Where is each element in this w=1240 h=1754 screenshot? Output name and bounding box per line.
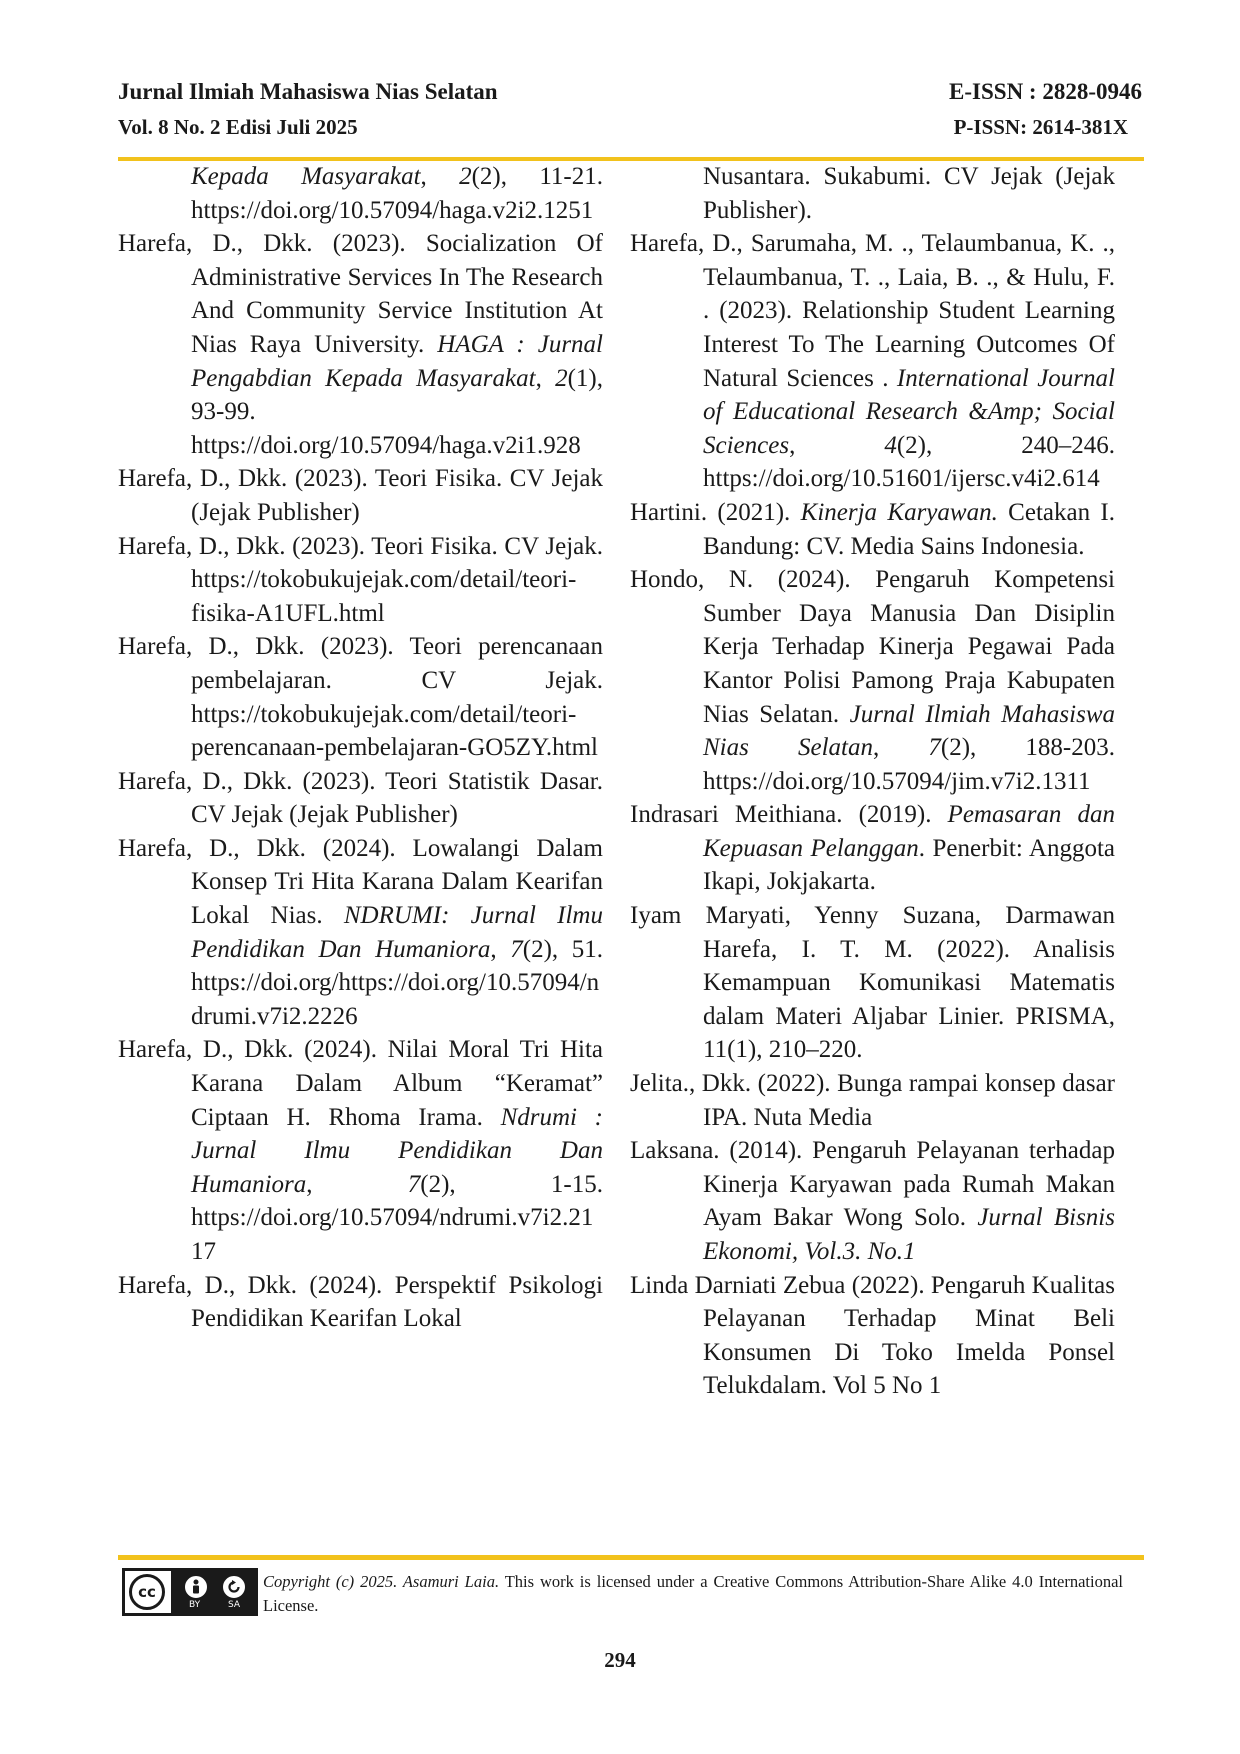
reference-entry bbox=[630, 1269, 1115, 1403]
journal-title: Jurnal Ilmiah Mahasiswa Nias Selatan bbox=[118, 79, 498, 104]
reference-text: Harefa, D., Dkk. (2024). Lowalangi Dalam Konsep Tri Hita Karana Dalam Kearifan Lokal Nias. bbox=[118, 834, 603, 930]
reference-italic-text: Jurnal Ilmiah Mahasiswa Nias Selatan bbox=[703, 700, 1115, 762]
reference-entry bbox=[630, 496, 1115, 563]
reference-italic-text: 7 bbox=[928, 734, 941, 762]
reference-text: . Penerbit: Anggota Ikapi, Jokjakarta. bbox=[703, 834, 1115, 896]
reference-entry bbox=[630, 798, 1115, 899]
reference-italic-text: 4 bbox=[884, 431, 897, 459]
person-icon bbox=[183, 1574, 209, 1600]
reference-text: Harefa, D., Dkk. (2023). Socialization Of Administrative Services In The Research And Community Service Institution At Nias Raya University. bbox=[118, 230, 603, 358]
journal-volume: Vol. 8 No. 2 Edisi Juli 2025 bbox=[118, 115, 358, 139]
reference-italic-text: International Journal of Educational Research &Amp; Social Sciences bbox=[703, 364, 1115, 459]
reference-entry bbox=[118, 1033, 603, 1268]
creative-commons-badge[interactable] bbox=[122, 1568, 258, 1616]
reference-text: Harefa, D., Sarumaha, M. ., Telaumbanua, K. ., Telaumbanua, T. ., Laia, B. ., & Hulu, F. . (2023). Relationship Student Learning Interest To The Learning Outcomes Of Natural Sciences . bbox=[630, 230, 1115, 392]
reference-text: , bbox=[420, 163, 460, 190]
reference-italic-text: NDRUMI: Jurnal Ilmu Pendidikan Dan Humaniora bbox=[191, 902, 603, 963]
reference-text: Hondo, N. (2024). Pengaruh Kompetensi Sumber Daya Manusia Dan Disiplin Kerja Terhadap Kinerja Pegawai Pada Kantor Polisi Pamong Praja Kabupaten Nias Selatan. bbox=[630, 566, 1115, 728]
e-issn: E-ISSN : 2828-0946 bbox=[949, 79, 1142, 104]
reference-italic-text: HAGA : Jurnal Pengabdian Kepada Masyarakat bbox=[191, 330, 603, 392]
reference-entry bbox=[630, 563, 1115, 798]
cc-sa-label: SA bbox=[228, 1600, 241, 1610]
reference-text: Cetakan I. Bandung: CV. Media Sains Indonesia. bbox=[703, 498, 1115, 560]
reference-text: , bbox=[789, 431, 885, 459]
reference-text: Harefa, D., Dkk. (2024). Nilai Moral Tri Hita Karana Dalam Album “Keramat” Ciptaan H. Rhoma Irama. bbox=[118, 1036, 603, 1131]
p-issn: P-ISSN: 2614-381X bbox=[953, 115, 1128, 139]
reference-entry bbox=[630, 227, 1115, 496]
reference-text: , bbox=[306, 1170, 408, 1198]
license-statement: This work is licensed under a Creative Commons Attribution-Share Alike 4.0 International License. bbox=[263, 1572, 1123, 1615]
references-right-column bbox=[630, 160, 1115, 1403]
reference-italic-text: 2 bbox=[555, 364, 568, 392]
reference-text: Laksana. (2014). Pengaruh Pelayanan terhadap Kinerja Karyawan pada Rumah Makan Ayam Bakar Wong Solo. bbox=[630, 1137, 1115, 1232]
reference-text: , bbox=[490, 935, 511, 963]
reference-text: Indrasari Meithiana. (2019). bbox=[630, 801, 948, 829]
reference-entry bbox=[118, 765, 603, 832]
reference-text: (2), 51. https://doi.org/https://doi.org/10.57094/ndrumi.v7i2.2226 bbox=[191, 935, 603, 1030]
reference-text: (2), 240–246. https://doi.org/10.51601/ijersc.v4i2.614 bbox=[703, 431, 1115, 493]
copyright-notice: Copyright (c) 2025. Asamuri Laia. bbox=[263, 1572, 500, 1591]
reference-text: Jelita., Dkk. (2022). Bunga rampai konsep dasar IPA. Nuta Media bbox=[630, 1070, 1115, 1131]
reference-text: (2), 188-203. https://doi.org/10.57094/jim.v7i2.1311 bbox=[703, 734, 1115, 795]
reference-text: Linda Darniati Zebua (2022). Pengaruh Kualitas Pelayanan Terhadap Minat Beli Konsumen Di Toko Imelda Ponsel Telukdalam. Vol 5 No 1 bbox=[630, 1271, 1115, 1400]
share-alike-icon bbox=[221, 1574, 247, 1600]
reference-entry bbox=[118, 462, 603, 529]
reference-italic-text: 7 bbox=[407, 1170, 421, 1198]
reference-text: (1), 93-99. https://doi.org/10.57094/haga.v2i1.928 bbox=[191, 364, 603, 459]
reference-italic-text: Kepada Masyarakat bbox=[191, 163, 421, 190]
reference-italic-text: Ndrumi : Jurnal Ilmu Pendidikan Dan Humaniora bbox=[191, 1103, 603, 1198]
reference-text: Harefa, D., Dkk. (2023). Teori Fisika. CV Jejak. https://tokobukujejak.com/detail/teori-fisika-A1UFL.html bbox=[118, 532, 603, 627]
reference-text: Iyam Maryati, Yenny Suzana, Darmawan Harefa, I. T. M. (2022). Analisis Kemampuan Komunikasi Matematis dalam Materi Aljabar Linier. PRISMA, 11(1), 210–220. bbox=[630, 902, 1115, 1064]
reference-text: Hartini. (2021). bbox=[630, 498, 801, 526]
license-text bbox=[263, 1570, 1123, 1618]
reference-text: , bbox=[535, 364, 556, 392]
reference-continuation bbox=[630, 160, 1115, 227]
reference-italic-text: Kinerja Karyawan. bbox=[800, 498, 998, 526]
reference-italic-text: Jurnal Bisnis Ekonomi, Vol.3. No.1 bbox=[703, 1204, 1115, 1265]
reference-text: Nusantara. Sukabumi. CV Jejak (Jejak Publisher). bbox=[703, 163, 1115, 224]
reference-text: , bbox=[872, 734, 929, 762]
cc-by-label: BY bbox=[189, 1600, 201, 1610]
reference-continuation bbox=[118, 160, 603, 227]
reference-entry bbox=[118, 832, 603, 1034]
reference-entry bbox=[630, 1067, 1115, 1134]
reference-entry bbox=[118, 1269, 603, 1336]
reference-entry bbox=[118, 630, 603, 764]
reference-italic-text: Pemasaran dan Kepuasan Pelanggan bbox=[703, 801, 1115, 862]
reference-entry bbox=[630, 899, 1115, 1067]
reference-text: Harefa, D., Dkk. (2023). Teori Fisika. CV Jejak (Jejak Publisher) bbox=[118, 465, 603, 526]
reference-text: Harefa, D., Dkk. (2024). Perspektif Psikologi Pendidikan Kearifan Lokal bbox=[118, 1271, 603, 1333]
cc-logo-icon: cc bbox=[129, 1574, 165, 1610]
reference-entry bbox=[118, 530, 603, 631]
reference-text: (2), 1-15. https://doi.org/10.57094/ndrumi.v7i2.2117 bbox=[191, 1170, 603, 1265]
reference-italic-text: 7 bbox=[510, 935, 523, 963]
reference-text: Harefa, D., Dkk. (2023). Teori perencanaan pembelajaran. CV Jejak. https://tokobukujejak.com/detail/teori-perencanaan-pembelajaran-GO5ZY.html bbox=[118, 633, 603, 762]
reference-text: Harefa, D., Dkk. (2023). Teori Statistik Dasar. CV Jejak (Jejak Publisher) bbox=[118, 767, 603, 829]
reference-text: (2), 11-21. https://doi.org/10.57094/haga.v2i2.1251 bbox=[191, 163, 603, 224]
reference-entry bbox=[630, 1134, 1115, 1268]
reference-italic-text: 2 bbox=[459, 163, 472, 190]
references-left-column bbox=[118, 160, 603, 1336]
footer-rule bbox=[118, 1555, 1144, 1560]
reference-entry bbox=[118, 227, 603, 462]
page-number: 294 bbox=[604, 1648, 636, 1672]
